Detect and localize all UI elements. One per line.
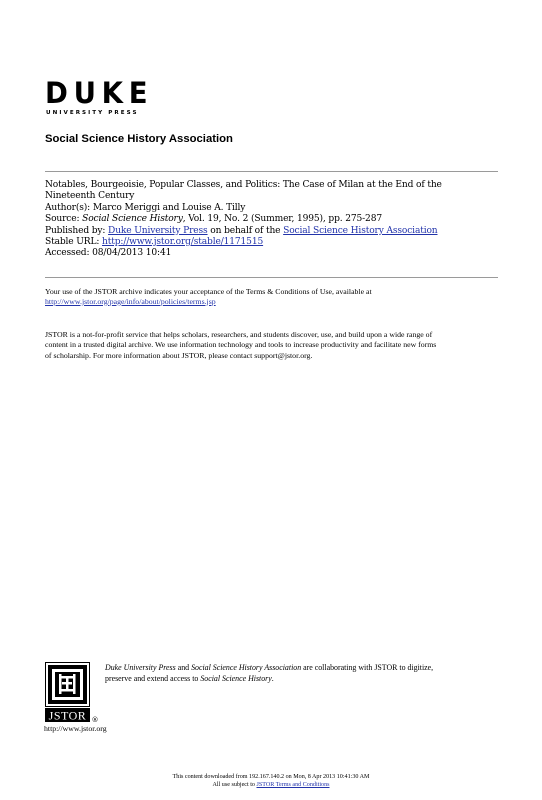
footer-terms-link[interactable]: JSTOR Terms and Conditions [256, 781, 330, 788]
mission-line-1: JSTOR is a not-for-profit service that helps scholars, researchers, and students discover, use, and build upon a wide range of [45, 330, 433, 339]
collaboration-note: Duke University Press and Social Science History Association are collaborating with JSTOR to digitize, preserve and extend access to Social Science History. [105, 663, 434, 683]
published-line: Published by: Duke University Press on behalf of the Social Science History Association [45, 225, 438, 236]
article-title-line-1: Notables, Bourgeoisie, Popular Classes, and Politics: The Case of Milan at the End of the [45, 180, 442, 190]
registered-mark-icon: ® [91, 716, 99, 724]
jstor-mission [45, 330, 505, 361]
mission-line-3: of scholarship. For more information about JSTOR, please contact support@jstor.org. [45, 350, 313, 360]
collab-association: Social Science History Association [191, 663, 302, 672]
divider-top [45, 171, 498, 172]
collab-journal: Social Science History [200, 673, 272, 683]
terms-notice [45, 287, 500, 306]
accessed-date: Accessed: 08/04/2013 10:41 [45, 248, 172, 259]
authors: Author(s): Marco Meriggi and Louise A. Tilly [45, 202, 246, 213]
duke-logo-subtitle: UNIVERSITY PRESS [46, 110, 139, 116]
article-title-line-2: Nineteenth Century [45, 191, 135, 202]
terms-text: Your use of the JSTOR archive indicates your acceptance of the Terms & Conditions of Use, available at [45, 287, 372, 296]
duke-logo-word: DUKE [45, 76, 154, 110]
source-line: Source: Social Science History, Vol. 19, No. 2 (Summer, 1995), pp. 275-287 [45, 214, 382, 225]
footer-download-info: This content downloaded from 192.167.140.2 on Mon, 8 Apr 2013 10:41:30 AM [172, 774, 370, 780]
stable-url-link[interactable]: http://www.jstor.org/stable/1171515 [102, 237, 264, 248]
jstor-logo [45, 662, 99, 726]
publisher-link[interactable]: Duke University Press [108, 225, 208, 236]
footer-terms-line: All use subject to JSTOR Terms and Conditions [212, 781, 330, 788]
mission-line-2: content in a trusted digital archive. We use information technology and tools to increase productivity and facilitate new forms [45, 340, 437, 350]
terms-link[interactable]: http://www.jstor.org/page/info/about/policies/terms.jsp [45, 296, 216, 306]
stable-url-line: Stable URL: http://www.jstor.org/stable/1171515 [45, 237, 264, 248]
collab-press: Duke University Press [105, 663, 176, 672]
divider-middle [45, 277, 498, 278]
citation-block [45, 180, 500, 260]
source-journal: Social Science History [82, 214, 183, 225]
association-link[interactable]: Social Science History Association [283, 225, 438, 236]
jstor-logo-word: JSTOR [48, 708, 87, 723]
association-heading: Social Science History Association [45, 133, 233, 145]
jstor-url[interactable]: http://www.jstor.org [44, 724, 107, 733]
download-footer [0, 774, 542, 789]
